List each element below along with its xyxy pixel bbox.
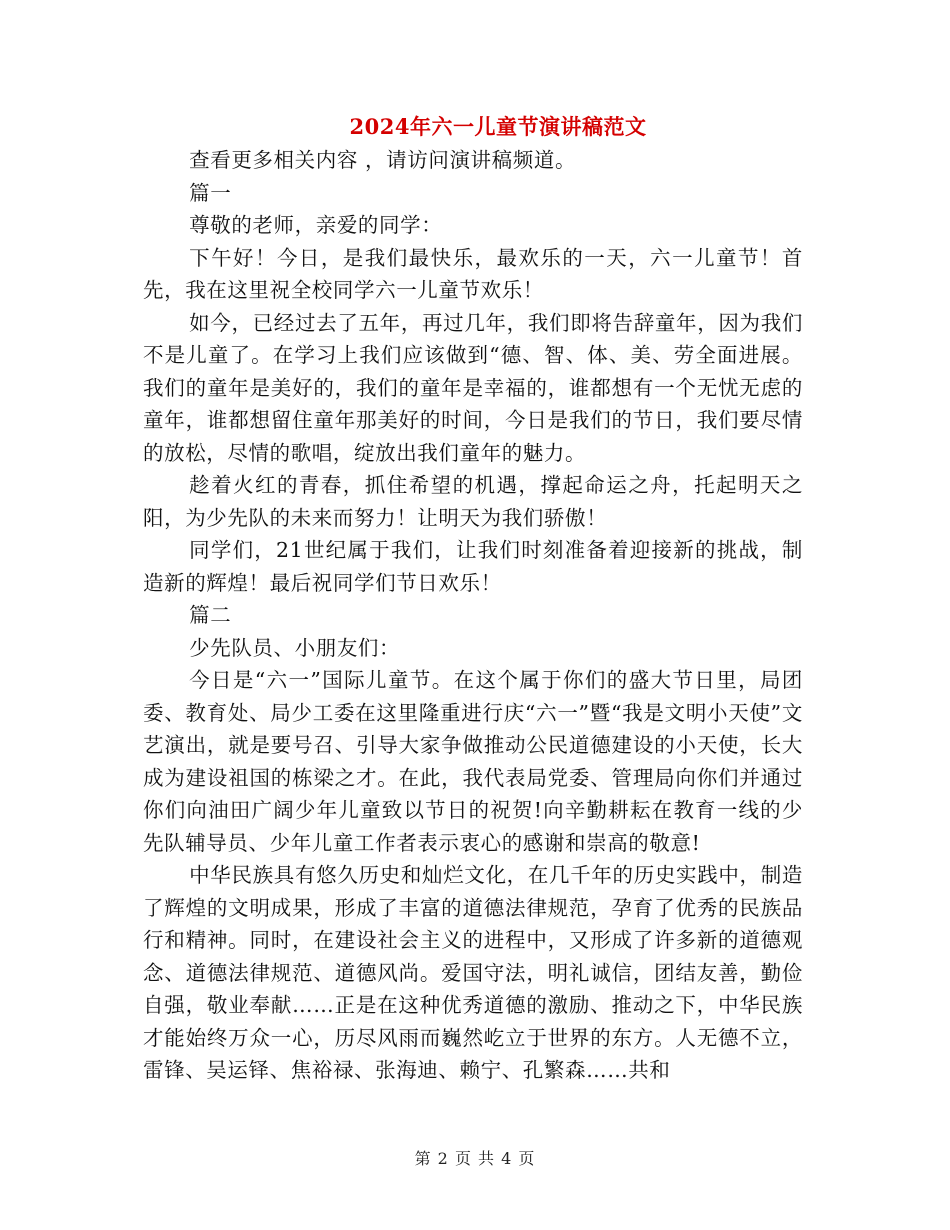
paragraph: 今日是“六一”国际儿童节。在这个属于你们的盛大节日里，局团委、教育处、局少工委在这里隆重进行庆“六一”暨“我是文明小天使”文艺演出，就是要号召、引导大家争做推动公民道德建设的小天使，长大成为建设祖国的栋梁之才。在此，我代表局党委、管理局向你们并通过你们向油田广阔少年儿童致以节日的祝贺!向辛勤耕耘在教育一线的少先队辅导员、少年儿童工作者表示衷心的感谢和崇高的敬意! bbox=[143, 668, 803, 855]
paragraph: 如今，已经过去了五年，再过几年，我们即将告辞童年，因为我们不是儿童了。在学习上我们应该做到“德、智、体、美、劳全面进展。我们的童年是美好的，我们的童年是幸福的，谁都想有一个无忧无虑的童年，谁都想留住童年那美好的时间，今日是我们的节日，我们要尽情的放松，尽情的歌唱，绽放出我们童年的魅力。 bbox=[143, 310, 803, 465]
document-body bbox=[143, 144, 803, 1087]
document-title: 2024年六一儿童节演讲稿范文 bbox=[349, 114, 647, 139]
page-footer: 第 2 页 共 4 页 bbox=[414, 1149, 536, 1168]
salutation: 尊敬的老师，亲爱的同学： bbox=[189, 213, 443, 237]
section-heading: 篇一 bbox=[189, 180, 232, 205]
salutation: 少先队员、小朋友们： bbox=[189, 635, 401, 660]
paragraph: 下午好！今日，是我们最快乐，最欢乐的一天，六一儿童节！首先，我在这里祝全校同学六一儿童节欢乐！ bbox=[143, 245, 803, 302]
paragraph: 查看更多相关内容 ，请访问演讲稿频道。 bbox=[189, 148, 577, 172]
paragraph: 同学们，21世纪属于我们，让我们时刻准备着迎接新的挑战，制造新的辉煌！最后祝同学们节日欢乐！ bbox=[143, 538, 803, 595]
section-heading: 篇二 bbox=[189, 603, 232, 627]
paragraph: 中华民族具有悠久历史和灿烂文化，在几千年的历史实践中，制造了辉煌的文明成果，形成了丰富的道德法律规范，孕育了优秀的民族品行和精神。同时，在建设社会主义的进程中，又形成了许多新的道德观念、道德法律规范、道德风尚。爱国守法，明礼诚信，团结友善，勤俭自强，敬业奉献……正是在这种优秀道德的激励、推动之下，中华民族才能始终万众一心，历尽风雨而巍然屹立于世界的东方。人无德不立，雷锋、吴运铎、焦裕禄、张海迪、赖宁、孔繁森……共和 bbox=[143, 863, 803, 1082]
paragraph: 趁着火红的青春，抓住希望的机遇，撑起命运之舟，托起明天之阳，为少先队的未来而努力！让明天为我们骄傲！ bbox=[143, 473, 803, 530]
